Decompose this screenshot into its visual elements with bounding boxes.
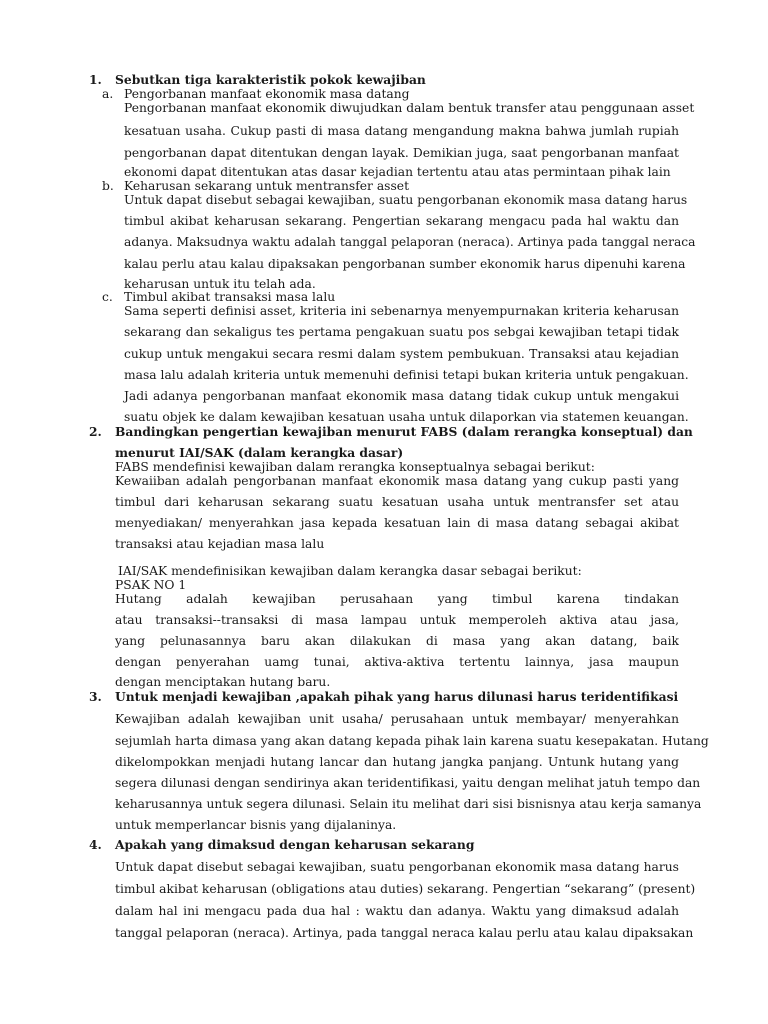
q2-iai-line: Hutang adalah kewajiban perusahaan yang timbul karena tindakan [115,592,679,606]
q1-b-line: Untuk dapat disebut sebagai kewajiban, suatu pengorbanan ekonomik masa datang harus [124,193,688,207]
q4-line: dalam hal ini mengacu pada dua hal : waktu dan adanya. Waktu yang dimaksud adalah [115,904,679,918]
q2-iai-line: dengan penyerahan uamg tunai, aktiva-aktiva tertentu lainnya, jasa maupun [115,655,679,669]
q3-line: Kewajiban adalah kewajiban unit usaha/ perusahaan untuk membayar/ menyerahkan [115,712,679,726]
q1-b-line: adanya. Maksudnya waktu adalah tanggal pelaporan (neraca). Artinya pada tanggal neraca [124,235,696,249]
q2-fabs-intro: FABS mendefinisi kewajiban dalam rerangka konseptualnya sebagai berikut: [115,460,595,474]
q2-fabs-line: timbul dari keharusan sekarang suatu kesatuan usaha untuk mentransfer set atau [115,495,679,509]
q1-b-heading: Keharusan sekarang untuk mentransfer asset [124,179,410,193]
q3-number: 3. [89,689,102,704]
q4-line: Untuk dapat disebut sebagai kewajiban, suatu pengorbanan ekonomik masa datang harus [115,860,679,874]
q1-title: Sebutkan tiga karakteristik pokok kewajiban [115,72,426,87]
q2-iai-intro: IAI/SAK mendefinisikan kewajiban dalam kerangka dasar sebagai berikut: [118,564,582,578]
q3-line: keharusannya untuk segera dilunasi. Selain itu melihat dari sisi bisnisnya atau kerja samanya [115,797,702,811]
q2-fabs-line: menyediakan/ menyerahkan jasa kepada kesatuan lain di masa datang sebagai akibat [115,516,679,530]
q1-c-line: suatu objek ke dalam kewajiban kesatuan usaha untuk dilaporkan via statemen keuangan. [124,410,689,424]
q3-line: segera dilunasi dengan sendirinya akan teridentifikasi, yaitu dengan melihat jatuh tempo dan [115,776,701,790]
q1-a-line: kesatuan usaha. Cukup pasti di masa datang mengandung makna bahwa jumlah rupiah [124,124,679,138]
q1-c-line: Sama seperti definisi asset, kriteria ini sebenarnya menyempurnakan kriteria keharusan [124,304,679,318]
q3-line: sejumlah harta dimasa yang akan datang kepada pihak lain karena suatu kesepakatan. Hutang [115,734,709,748]
q1-c-marker: c. [102,290,113,304]
q1-c-line: Jadi adanya pengorbanan manfaat ekonomik masa datang tidak cukup untuk mengakui [124,389,679,403]
q4-line: timbul akibat keharusan (obligations atau duties) sekarang. Pengertian “sekarang” (present) [115,882,696,896]
q2-title-line: menurut IAI/SAK (dalam kerangka dasar) [115,445,404,460]
q1-b-line: timbul akibat keharusan sekarang. Pengertian sekarang mengacu pada hal waktu dan [124,214,679,228]
q1-c-heading: Timbul akibat transaksi masa lalu [124,290,336,304]
q3-title: Untuk menjadi kewajiban ,apakah pihak yang harus dilunasi harus teridentifikasi [115,689,679,704]
q2-number: 2. [89,424,102,439]
q2-fabs-line: transaksi atau kejadian masa lalu [115,537,325,551]
q2-fabs-line: Kewaiiban adalah pengorbanan manfaat ekonomik masa datang yang cukup pasti yang [115,474,679,488]
q1-a-line: ekonomi dapat ditentukan atas dasar kejadian tertentu atau atas permintaan pihak lain [124,165,671,179]
q2-iai-line: atau transaksi--transaksi di masa lampau untuk memperoleh aktiva atau jasa, [115,613,679,627]
q4-line: tanggal pelaporan (neraca). Artinya, pada tanggal neraca kalau perlu atau kalau dipaksakan [115,926,694,940]
q4-number: 4. [89,837,102,852]
q2-psak-label: PSAK NO 1 [115,578,187,592]
q3-line: dikelompokkan menjadi hutang lancar dan hutang jangka panjang. Untunk hutang yang [115,755,679,769]
q2-iai-line: yang pelunasannya baru akan dilakukan di masa yang akan datang, baik [115,634,679,648]
q1-number: 1. [89,72,102,87]
q3-line: untuk memperlancar bisnis yang dijalaninya. [115,818,397,832]
q1-a-marker: a. [102,87,114,101]
q1-c-line: sekarang dan sekaligus tes pertama pengakuan suatu pos sebgai kewajiban tetapi tidak [124,325,679,339]
q1-b-line: keharusan untuk itu telah ada. [124,277,316,291]
q1-b-marker: b. [102,179,114,193]
q1-a-line: pengorbanan dapat ditentukan dengan layak. Demikian juga, saat pengorbanan manfaat [124,146,679,160]
q4-title: Apakah yang dimaksud dengan keharusan sekarang [115,837,475,852]
q1-b-line: kalau perlu atau kalau dipaksakan pengorbanan sumber ekonomik harus dipenuhi karena [124,257,686,271]
q1-a-line: Pengorbanan manfaat ekonomik diwujudkan dalam bentuk transfer atau penggunaan asset [124,101,695,115]
q1-c-line: masa lalu adalah kriteria untuk memenuhi definisi tetapi bukan kriteria untuk pengakuan. [124,368,689,382]
q1-c-line: cukup untuk mengakui secara resmi dalam system pembukuan. Transaksi atau kejadian [124,347,679,361]
q2-iai-line: dengan menciptakan hutang baru. [115,675,331,689]
q2-title-line: Bandingkan pengertian kewajiban menurut FABS (dalam rerangka konseptual) dan [115,424,693,439]
q1-a-heading: Pengorbanan manfaat ekonomik masa datang [124,87,410,101]
